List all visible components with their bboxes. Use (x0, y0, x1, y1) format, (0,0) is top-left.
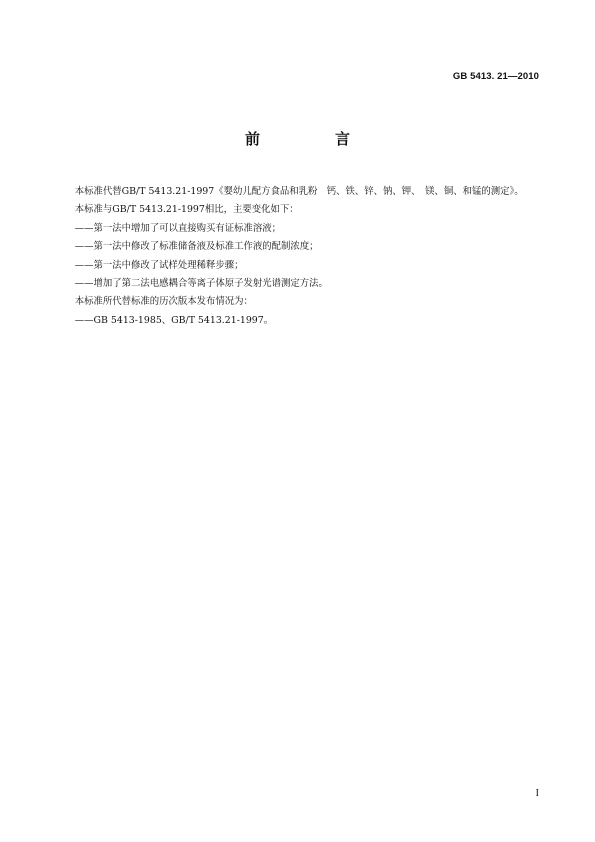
changes-intro: 本标准与GB/T 5413.21-1997相比，主要变化如下： (74, 204, 299, 216)
change-item: ——第一法中修改了试样处理稀释步骤； (74, 259, 244, 271)
change-item: ——增加了第二法电感耦合等离子体原子发射光谱测定方法。 (74, 278, 328, 290)
standard-number: GB 5413. 21—2010 (452, 71, 539, 82)
change-item: ——第一法中修改了标准储备液及标准工作液的配制浓度； (74, 241, 319, 253)
history-item: ——GB 5413-1985、GB/T 5413.21-1997。 (74, 314, 274, 326)
page-number: I (535, 788, 539, 799)
page-title: 前 言 (244, 130, 380, 148)
change-item: ——第一法中增加了可以直接购买有证标准溶液； (74, 222, 282, 234)
preface-body (56, 183, 540, 330)
history-intro: 本标准所代替标准的历次版本发布情况为： (74, 296, 253, 308)
replacement-statement: 本标准代替GB/T 5413.21-1997《婴幼儿配方食品和乳粉 钙、铁、锌、钠、钾、 镁、铜、和锰的测定》。 (74, 186, 524, 197)
